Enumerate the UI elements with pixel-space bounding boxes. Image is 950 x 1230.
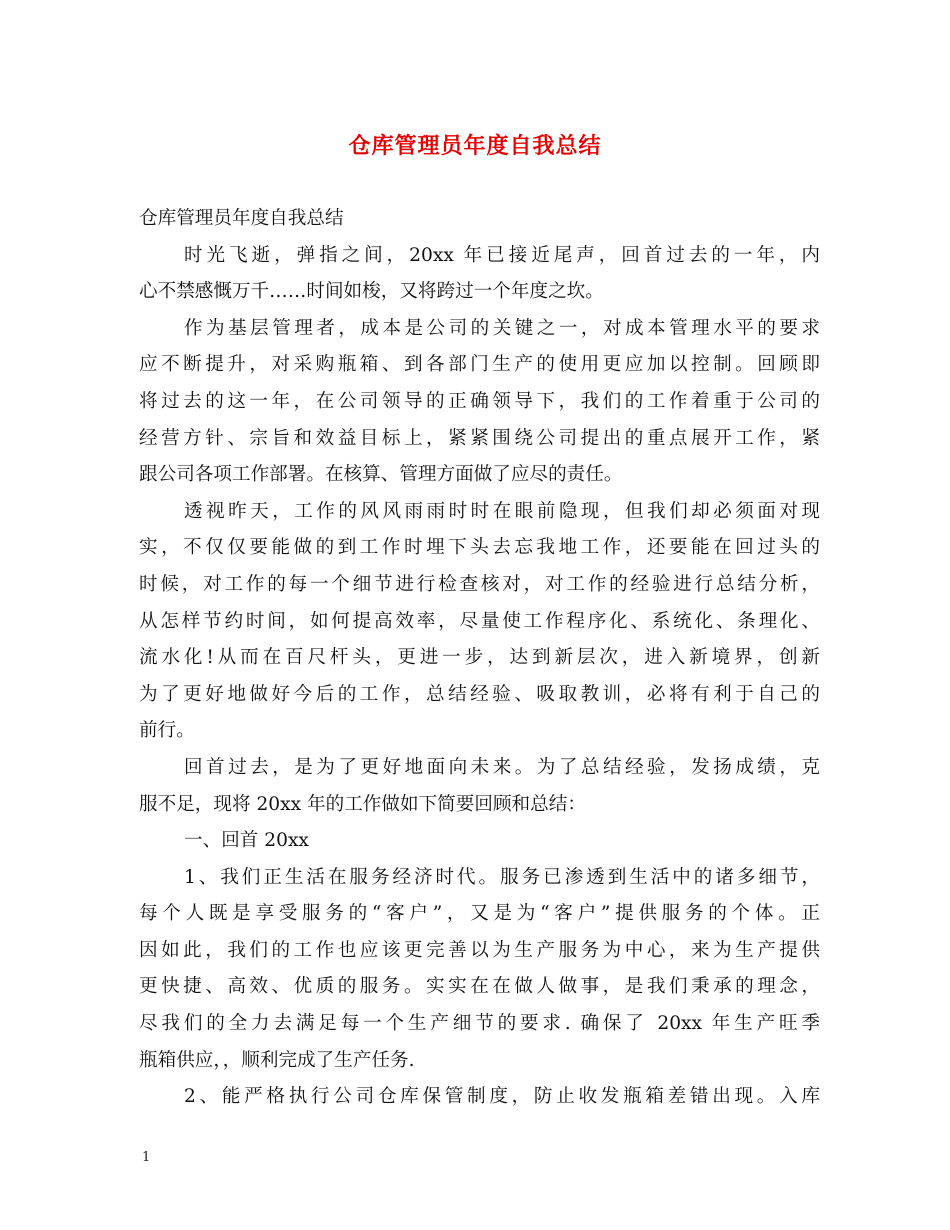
text-line: 跟公司各项工作部署。在核算、管理方面做了应尽的责任。 xyxy=(139,464,623,486)
text-line: 时光飞逝，弹指之间，20xx 年已接近尾声，回首过去的一年，内 xyxy=(184,244,820,266)
text-line: 经营方针、宗旨和效益目标上，紧紧围绕公司提出的重点展开工作，紧 xyxy=(139,427,820,449)
text-line: 一、回首 20xx xyxy=(184,830,309,852)
text-line: 因如此，我们的工作也应该更完善以为生产服务为中心，来为生产提供 xyxy=(139,939,820,961)
text-line: 回首过去，是为了更好地面向未来。为了总结经验，发扬成绩，克 xyxy=(184,756,820,778)
text-line: 作为基层管理者，成本是公司的关键之一，对成本管理水平的要求 xyxy=(184,317,820,339)
text-line: 尽我们的全力去满足每一个生产细节的要求. 确保了 20xx 年生产旺季 xyxy=(139,1013,820,1035)
text-line: 服不足，现将 20xx 年的工作做如下简要回顾和总结： xyxy=(139,793,586,815)
text-line: 从怎样节约时间，如何提高效率，尽量使工作程序化、系统化、条理化、 xyxy=(139,610,820,632)
text-line: 1、我们正生活在服务经济时代。服务已渗透到生活中的诸多细节， xyxy=(184,866,820,888)
text-line: 透视昨天，工作的风风雨雨时时在眼前隐现，但我们却必须面对现 xyxy=(184,500,820,522)
text-line: 流水化!从而在百尺杆头，更进一步，达到新层次，进入新境界，创新 xyxy=(139,647,820,669)
text-line: 心不禁感慨万千……时间如梭，又将跨过一个年度之坎。 xyxy=(139,281,604,303)
text-line: 2、能严格执行公司仓库保管制度，防止收发瓶箱差错出现。入库 xyxy=(184,1086,820,1108)
text-line: 时候，对工作的每一个细节进行检查核对，对工作的经验进行总结分析， xyxy=(139,573,820,595)
text-line: 应不断提升，对采购瓶箱、到各部门生产的使用更应加以控制。回顾即 xyxy=(139,354,820,376)
document-body xyxy=(139,201,820,1116)
page-number: 1 xyxy=(142,1150,151,1165)
text-line: 前行。 xyxy=(139,720,195,742)
text-line: 更快捷、高效、优质的服务。实实在在做人做事，是我们秉承的理念， xyxy=(139,976,820,998)
text-line: 实，不仅仅要能做的到工作时埋下头去忘我地工作，还要能在回过头的 xyxy=(139,537,820,559)
text-line: 每个人既是享受服务的“客户”，又是为“客户”提供服务的个体。正 xyxy=(139,903,820,925)
text-line: 仓库管理员年度自我总结 xyxy=(139,208,344,229)
text-line: 将过去的这一年，在公司领导的正确领导下，我们的工作着重于公司的 xyxy=(139,390,820,412)
document-title: 仓库管理员年度自我总结 xyxy=(348,133,602,159)
text-line: 瓶箱供应，，顺利完成了生产任务. xyxy=(139,1049,415,1071)
text-line: 为了更好地做好今后的工作，总结经验、吸取教训，必将有利于自己的 xyxy=(139,683,820,705)
